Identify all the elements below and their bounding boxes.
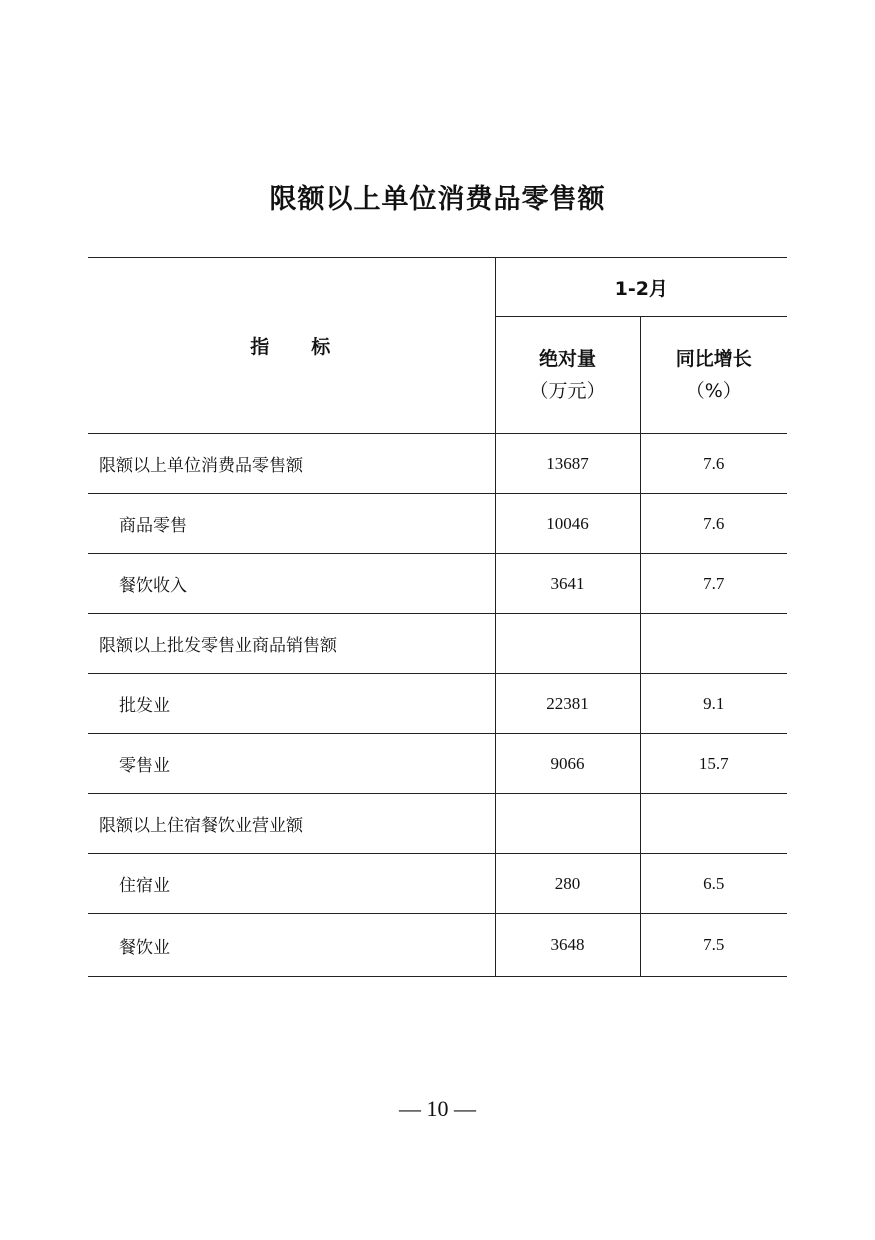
indicator-header-char-2: 标 (311, 336, 333, 358)
row-label: 限额以上住宿餐饮业营业额 (88, 794, 495, 854)
row-label: 餐饮收入 (88, 554, 495, 614)
yoy-growth-cell (640, 614, 787, 674)
table-row (88, 914, 787, 977)
yoy-growth-cell: 6.5 (640, 854, 787, 914)
yoy-growth-cell: 9.1 (640, 674, 787, 734)
table-row (88, 734, 787, 794)
row-label: 餐饮业 (88, 914, 495, 977)
table-row (88, 494, 787, 554)
yoy-growth-cell: 7.6 (640, 494, 787, 554)
table-row (88, 674, 787, 734)
yoy-growth-cell: 7.7 (640, 554, 787, 614)
table-row (88, 614, 787, 674)
indicator-column-header (88, 258, 495, 434)
indicator-header-char-1: 指 (250, 336, 272, 358)
absolute-value-cell: 13687 (495, 434, 640, 494)
yoy-growth-cell: 7.6 (640, 434, 787, 494)
yoy-growth-cell (640, 794, 787, 854)
absolute-value-cell: 22381 (495, 674, 640, 734)
table-header-row (88, 258, 787, 317)
page-number: — 10 — (399, 1096, 476, 1121)
row-label: 限额以上单位消费品零售额 (88, 434, 495, 494)
retail-sales-table (88, 257, 787, 977)
absolute-value-unit: （万元） (529, 380, 606, 402)
absolute-value-cell: 9066 (495, 734, 640, 794)
yoy-growth-cell: 7.5 (640, 914, 787, 977)
table-row (88, 554, 787, 614)
absolute-value-header (495, 317, 640, 434)
absolute-value-cell: 280 (495, 854, 640, 914)
row-label: 住宿业 (88, 854, 495, 914)
absolute-value-cell: 3648 (495, 914, 640, 977)
yoy-growth-header-label: 同比增长 (675, 348, 752, 370)
row-label: 零售业 (88, 734, 495, 794)
absolute-value-cell: 10046 (495, 494, 640, 554)
table-row (88, 854, 787, 914)
table-row (88, 434, 787, 494)
absolute-value-header-label: 绝对量 (538, 348, 596, 370)
absolute-value-cell (495, 794, 640, 854)
row-label: 商品零售 (88, 494, 495, 554)
table-row (88, 794, 787, 854)
yoy-growth-header (640, 317, 787, 434)
absolute-value-cell: 3641 (495, 554, 640, 614)
absolute-value-cell (495, 614, 640, 674)
period-column-header: 1-2月 (495, 258, 787, 317)
row-label: 限额以上批发零售业商品销售额 (88, 614, 495, 674)
yoy-growth-cell: 15.7 (640, 734, 787, 794)
page-title: 限额以上单位消费品零售额 (269, 184, 606, 215)
row-label: 批发业 (88, 674, 495, 734)
yoy-growth-unit: （%） (685, 380, 742, 402)
